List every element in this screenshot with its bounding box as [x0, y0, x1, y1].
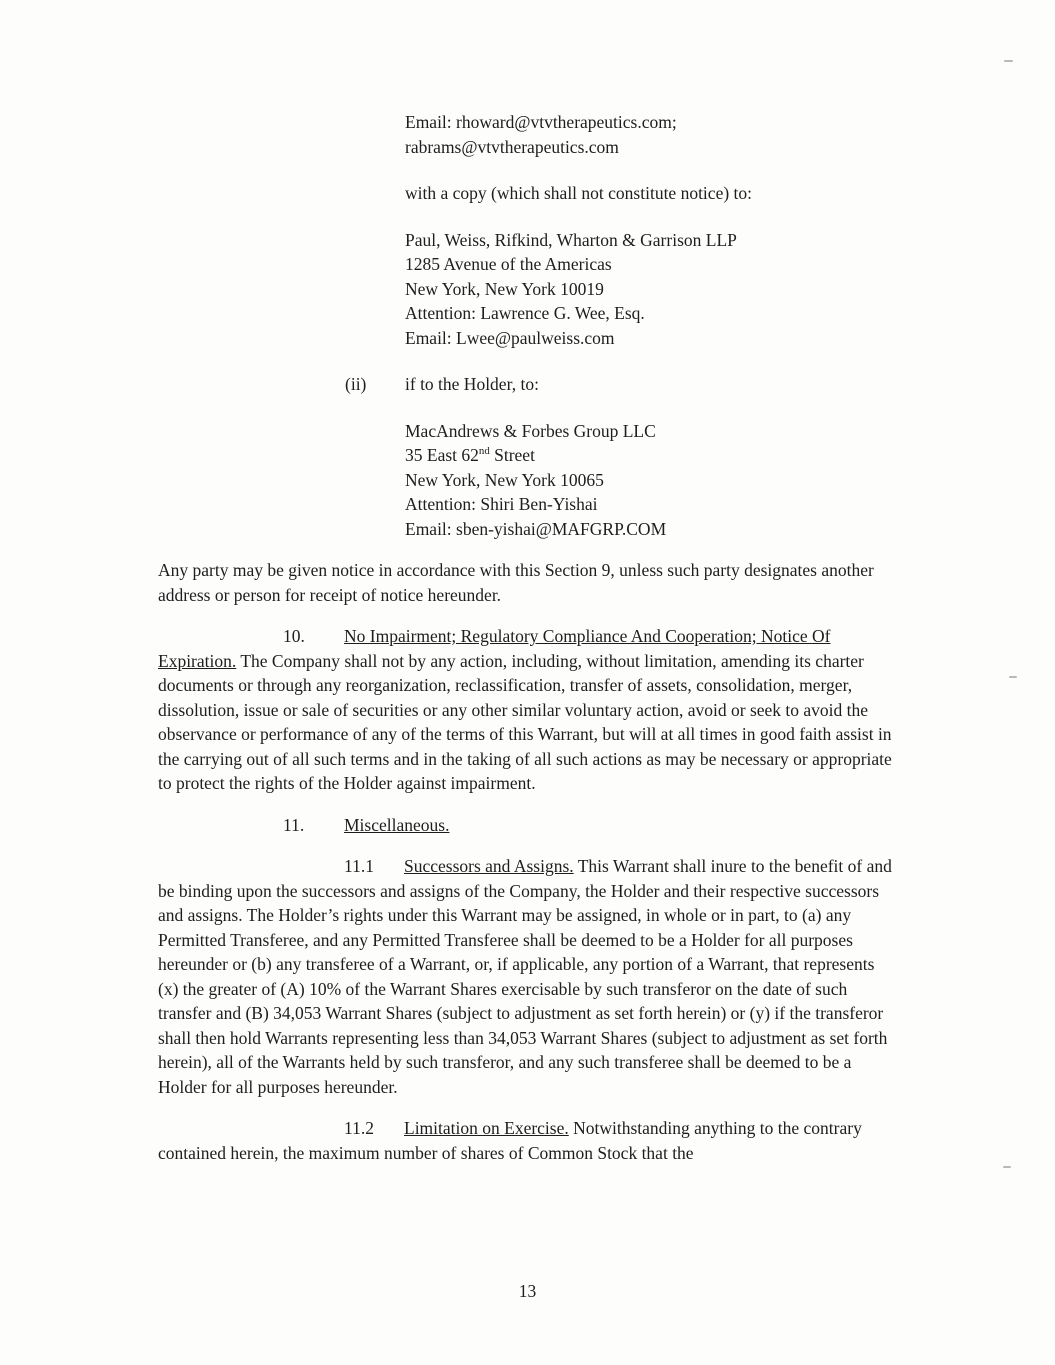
section-11-number: 11.: [283, 814, 305, 835]
law-firm-address-block: [405, 228, 897, 351]
scan-artifact: [1004, 60, 1013, 62]
law-firm-attention: Attention: Lawrence G. Wee, Esq.: [405, 303, 645, 323]
section-11-1-heading: Successors and Assigns.: [404, 856, 574, 876]
section-11-2-heading: Limitation on Exercise.: [404, 1118, 569, 1138]
company-email-line-1: Email: rhoward@vtvtherapeutics.com;: [405, 112, 677, 132]
section-11-1-paragraph: [158, 854, 897, 1099]
law-firm-city: New York, New York 10019: [405, 278, 604, 299]
section-10-body: The Company shall not by any action, including, without limitation, amending its charter documents or through any reorganization, reclassification, transfer of assets, consolidation, merger, dissolution, issue or sale of securities or any other similar voluntary action, avoid or seek to avoid the observance or performance of any of the terms of this Warrant, but will at all times in good faith assist in the carrying out of all such terms and in the taking of all such actions as may be necessary or appropriate to protect the rights of the Holder against impairment.: [158, 650, 892, 793]
section-10-heading: No Impairment; Regulatory Compliance And Cooperation; Notice Of Expiration.: [158, 626, 831, 671]
any-party-paragraph: Any party may be given notice in accordance with this Section 9, unless such party designates another address or person for receipt of notice hereunder.: [158, 560, 874, 605]
company-notice-emails: [405, 110, 897, 159]
section-10-number: 10.: [283, 626, 305, 646]
ordinal-superscript: nd: [478, 445, 490, 458]
scan-artifact: [1003, 1166, 1011, 1168]
holder-street-number: 35 East 62: [405, 445, 479, 465]
law-firm-email: Email: Lwee@paulweiss.com: [405, 327, 615, 348]
law-firm-street: 1285 Avenue of the Americas: [405, 254, 612, 274]
section-11-2-number: 11.2: [344, 1118, 374, 1138]
company-email-line-2: rabrams@vtvtherapeutics.com: [405, 136, 619, 157]
page-number: 13: [518, 1280, 537, 1301]
holder-notice-intro: if to the Holder, to:: [405, 374, 539, 394]
list-marker-ii: (ii): [345, 374, 367, 394]
holder-notice-item: [345, 372, 897, 397]
section-11-2-body: Notwithstanding anything to the contrary contained herein, the maximum number of shares of Common Stock that the: [158, 1118, 862, 1163]
holder-street-suffix: Street: [489, 445, 535, 465]
section-11-1-body: This Warrant shall inure to the benefit of and be binding upon the successors and assigns of the Company, the Holder and their respective successors and assigns. The Holder’s rights under this Warrant may be assigned, in whole or in part, to (a) any Permitted Transferee, and any Permitted Transferee shall be deemed to be a Holder for all purposes hereunder or (b) any transferee of a Warrant, or, if applicable, any portion of a Warrant, that represents (x) the greater of (A) 10% of the Warrant Shares exercisable by such transferor on the date of such transfer and (B) 34,053 Warrant Shares (subject to adjustment as set forth herein) or (y) if the transferor shall then hold Warrants representing less than 34,053 Warrant Shares (subject to adjustment as set forth herein), all of the Warrants held by such transferor, and any such transferee shall be deemed to be a Holder for all purposes hereunder.: [158, 856, 892, 1097]
section-11-paragraph: [158, 813, 897, 838]
copy-notice-intro: with a copy (which shall not constitute notice) to:: [405, 183, 753, 203]
holder-address-block: [405, 419, 897, 542]
holder-city: New York, New York 10065: [405, 469, 604, 490]
section-10-paragraph: [158, 624, 897, 796]
holder-name: MacAndrews & Forbes Group LLC: [405, 420, 656, 441]
holder-email: Email: sben-yishai@MAFGRP.COM: [405, 518, 667, 539]
section-11-1-number: 11.1: [344, 856, 374, 876]
scan-artifact: [1009, 676, 1017, 678]
section-11-2-paragraph: [158, 1116, 897, 1165]
law-firm-name: Paul, Weiss, Rifkind, Wharton & Garrison LLP: [405, 229, 737, 250]
holder-street: [405, 443, 897, 468]
holder-attention: Attention: Shiri Ben-Yishai: [405, 494, 598, 514]
section-11-heading: Miscellaneous.: [344, 814, 450, 835]
